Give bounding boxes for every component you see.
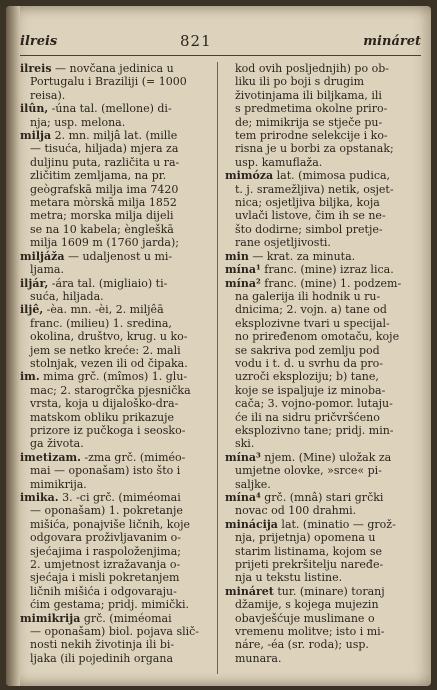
entry-headline: imika. 3. -ci grč. (miméomai <box>20 491 181 504</box>
entry-headline: mína⁴ grč. (mnâ) stari grčki <box>225 491 384 504</box>
entry-text-line: tem prirodne selekcije i ko- <box>235 129 388 143</box>
entry-text-line: ski. <box>235 437 255 451</box>
entry-text-line: nja u tekstu listine. <box>235 571 343 585</box>
headword: iljár, <box>20 276 49 290</box>
entry-headline: minácija lat. (minatio — grož- <box>225 517 396 531</box>
entry-text-line: dnicima; 2. vojn. a) tane od <box>235 303 387 317</box>
entry-text-line: sjećajima i raspoloženjima; <box>30 544 181 558</box>
headword: ilûn, <box>20 102 49 116</box>
entry-text-line: što dodirne; simbol pretje- <box>235 222 383 236</box>
entry-headline: iljê, -èa. mn. -èi, 2. miljêā <box>20 303 164 317</box>
page-header <box>20 30 421 54</box>
headword: mína² <box>225 276 261 290</box>
entry-text-line: se sakriva pod zemlju pod <box>235 343 380 357</box>
entry-text-line: uvlači listove, čim ih se ne- <box>235 209 386 223</box>
entry-headline: ilreis — novčana jedinica u <box>20 62 174 75</box>
entry-text-line: jem se netko kreće: 2. mali <box>30 343 181 357</box>
entry-text-line: náre, -éa (sr. roda); usp. <box>235 638 369 652</box>
entry-text-line: ćim gestama; pridj. mimički. <box>30 598 189 612</box>
entry-text-line: će ili na sidru pričvršćeno <box>235 410 380 424</box>
entry-text-line: Portugalu i Braziliji (= 1000 <box>30 75 187 89</box>
entry-text-line: kod ovih posljednjih) po ob- <box>235 62 389 75</box>
entry-text-line: prizore iz pučkoga i seosko- <box>30 423 186 437</box>
entry-text-line: ga života. <box>30 437 84 451</box>
entry-text-line: mimikrija. <box>30 477 87 491</box>
entry-headline: milja 2. mn. miljâ lat. (mille <box>20 129 178 143</box>
entry-text-line: ličnih mišića i odgovaraju- <box>30 584 177 598</box>
entry-text-line: metra; morska milja dijeli <box>30 209 174 223</box>
entry-text-line: životinjama ili biljkama, ili <box>235 88 382 102</box>
entry-text-line: nica; osjetljiva biljka, koja <box>235 196 380 210</box>
entry-text-line: nosti nekih životinja ili bi- <box>30 638 175 652</box>
header-first-entry: ilreis <box>20 34 58 49</box>
entry-headline: min — krat. za minuta. <box>225 249 356 263</box>
entry-text-line: novac od 100 drahmi. <box>235 504 357 518</box>
entry-text-line: se na 10 kabela; èngleškā <box>30 222 174 236</box>
page-number: 821 <box>180 32 212 50</box>
entry-text-line: — tisuća, hiljada) mjera za <box>30 142 179 156</box>
entry-text-line: vodu i t. d. u svrhu da pro- <box>235 356 384 370</box>
entry-text-line: s predmetima okolne priro- <box>235 102 388 116</box>
entry-text-line: — oponašam) biol. pojava slič- <box>30 625 200 639</box>
entry-text-line: saljke. <box>235 477 271 491</box>
headword: mína¹ <box>225 263 261 277</box>
headword: min <box>225 249 249 263</box>
header-rule <box>20 55 421 56</box>
entry-text-line: vrsta, koja u dijaloško-dra- <box>30 397 179 411</box>
headword: mimikrija <box>20 611 81 625</box>
right-column <box>225 62 421 665</box>
page-gutter <box>6 6 20 686</box>
entry-text-line: okolina, društvo, krug. u ko- <box>30 330 188 344</box>
entry-text-line: eksplozivno tane; pridj. min- <box>235 423 394 437</box>
column-divider <box>217 62 218 674</box>
entry-text-line: matskom obliku prikazuje <box>30 410 175 424</box>
headword: mimóza <box>225 169 274 183</box>
entry-headline: iljár, -ára tal. (migliaio) ti- <box>20 276 168 290</box>
entry-text-line: sjećaja i misli pokretanjem <box>30 571 180 585</box>
entry-headline: mináret tur. (minare) toranj <box>225 584 385 598</box>
entry-headline: ilûn, -úna tal. (mellone) di- <box>20 102 172 116</box>
entry-text-line: rane osjetljivosti. <box>235 236 331 250</box>
headword: imika. <box>20 491 59 504</box>
headword: minácija <box>225 517 278 531</box>
entry-text-line: mišića, ponajviše ličnih, koje <box>30 517 191 531</box>
entry-headline: miljáža — udaljenost u mi- <box>20 249 173 263</box>
entry-text-line: franc. (milieu) 1. sredina, <box>30 316 172 330</box>
headword: miljáža <box>20 249 65 263</box>
entry-headline: mína² franc. (mine) 1. podzem- <box>225 276 402 290</box>
entry-text-line: no priređenom omotaču, koje <box>235 330 400 344</box>
entry-text-line: vremenu molitve; isto i mi- <box>235 625 385 639</box>
entry-text-line: ljaka (ili pojedinih organa <box>30 651 173 665</box>
entry-text-line: reisa). <box>30 88 66 102</box>
headword: imetizam. <box>20 450 81 464</box>
dictionary-page <box>6 6 431 686</box>
entry-text-line: ljama. <box>30 263 64 277</box>
entry-text-line: mac; 2. starogrčka pjesnička <box>30 383 191 397</box>
entry-text-line: koje se ispaljuje iz minoba- <box>235 383 386 397</box>
header-last-entry: mináret <box>363 34 421 49</box>
entry-text-line: umjetne olovke, »srce« pi- <box>235 464 382 478</box>
headword: milja <box>20 129 52 143</box>
entry-headline: im. mima grč. (mîmos) 1. glu- <box>20 370 188 384</box>
entry-text-line: usp. kamuflaža. <box>235 155 323 169</box>
entry-headline: imetizam. -zma grč. (miméo- <box>20 450 186 464</box>
entry-headline: mimikrija grč. (miméomai <box>20 611 172 625</box>
entry-text-line: — oponašam) 1. pokretanje <box>30 504 183 518</box>
entry-text-line: zličitim zemljama, na pr. <box>30 169 167 183</box>
headword: iljê, <box>20 303 44 317</box>
entry-text-line: liku ili po boji s drugim <box>235 75 365 89</box>
entry-text-line: duljinu puta, različita u ra- <box>30 155 180 169</box>
entry-text-line: de; mimikrija se stječe pu- <box>235 115 383 129</box>
headword: ilreis <box>20 62 52 75</box>
entry-text-line: uzroči eksploziju; b) tane, <box>235 370 379 384</box>
entry-text-line: stolnjak, vezen ili od čipaka. <box>30 356 188 370</box>
entry-text-line: munara. <box>235 651 282 665</box>
entry-text-line: risna je u borbi za opstanak; <box>235 142 394 156</box>
entry-text-line: milja 1609 m (1760 jarda); <box>30 236 179 250</box>
headword: mináret <box>225 584 274 598</box>
entry-text-line: starim listinama, kojom se <box>235 544 382 558</box>
entry-text-line: metara mòrskā milja 1852 <box>30 196 177 210</box>
entry-text-line: džamije, s kojega mujezin <box>235 598 379 612</box>
entry-headline: mína³ njem. (Mine) uložak za <box>225 450 392 464</box>
entry-text-line: mai — oponašam) isto što i <box>30 464 181 478</box>
entry-text-line: t. j. sramežljiva) netik, osjet- <box>235 182 394 196</box>
left-column <box>20 62 210 665</box>
entry-text-line: na galerija ili hodnik u ru- <box>235 289 381 303</box>
entry-text-line: obavješćuje muslimane o <box>235 611 375 625</box>
entry-text-line: nja, prijetnja) opomena u <box>235 531 376 545</box>
entry-text-line: eksplozivne tvari u specijal- <box>235 316 390 330</box>
entry-headline: mína¹ franc. (mine) izraz lica. <box>225 263 394 277</box>
headword: im. <box>20 370 40 384</box>
entry-text-line: prijeti prekršitelju naređe- <box>235 558 384 572</box>
entry-text-line: nja; usp. melona. <box>30 115 126 129</box>
entry-text-line: geògrafskā milja ima 7420 <box>30 182 179 196</box>
entry-text-line: odgovara proživljavanim o- <box>30 531 181 545</box>
entry-text-line: 2. umjetnost izražavanja o- <box>30 558 181 572</box>
entry-headline: mimóza lat. (mimosa pudica, <box>225 169 391 183</box>
entry-text-line: suća, hiljada. <box>30 289 104 303</box>
headword: mína⁴ <box>225 491 261 504</box>
headword: mína³ <box>225 450 261 464</box>
entry-text-line: cača; 3. vojno-pomor. lutaju- <box>235 397 393 411</box>
